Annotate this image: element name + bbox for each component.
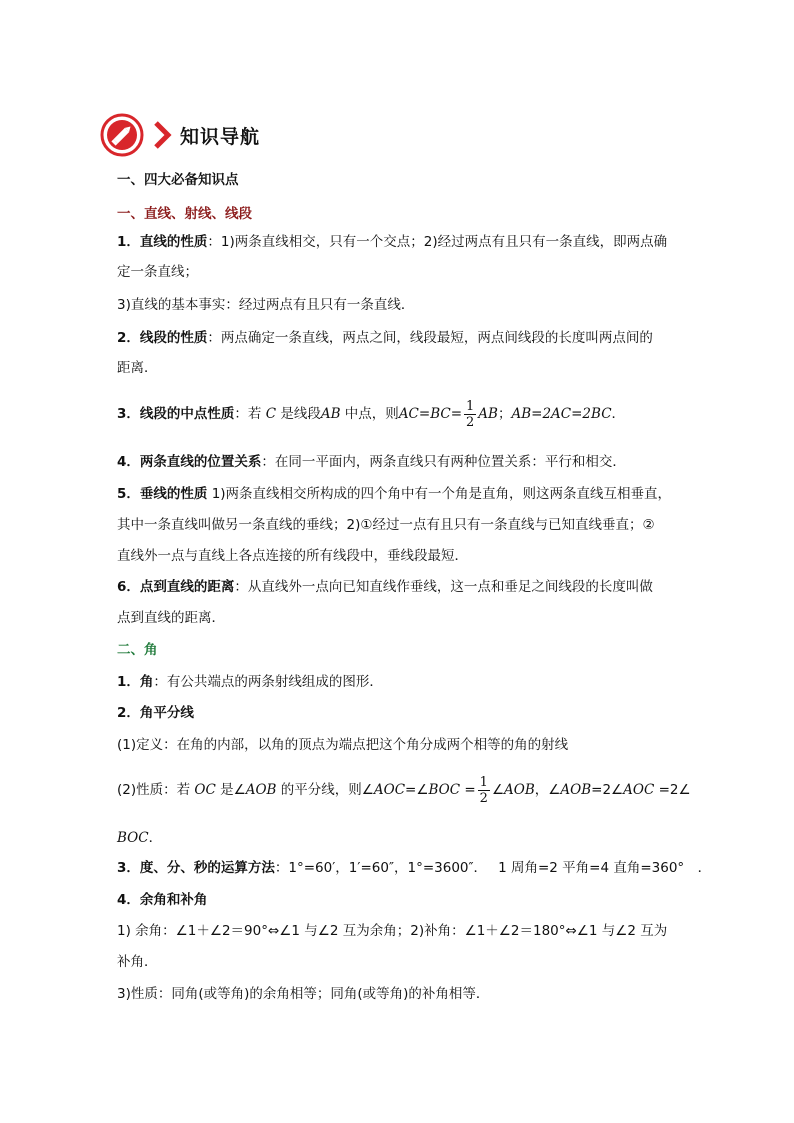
item-label: 4．两条直线的位置关系 — [117, 454, 262, 470]
item-text: ：有公共端点的两条射线组成的图形． — [153, 674, 383, 690]
item-label: 1．直线的性质 — [117, 234, 208, 250]
paragraph-line-relations — [117, 452, 626, 472]
section-title-angles: 二、角 — [117, 642, 158, 658]
section-title-lines: 一、直线、射线、线段 — [117, 206, 252, 222]
paragraph-perpendicular — [117, 484, 671, 504]
paragraph-line-properties-cont: 定一条直线； — [117, 264, 198, 280]
paragraph-perpendicular-cont: 其中一条直线叫做另一条直线的垂线；2)①经过一点有且只有一条直线与已知直线垂直；② — [117, 517, 655, 533]
outline-heading: 一、四大必备知识点 — [117, 172, 239, 188]
item-label: 3．度、分、秒的运算方法 — [117, 860, 275, 876]
paragraph-complementary: 1) 余角：∠1＋∠2＝90°⇔∠1 与∠2 互为余角；2)补角：∠1＋∠2＝180°⇔∠1 与∠2 互为 — [117, 923, 668, 939]
paragraph-bisector-property-cont: BOC． — [117, 830, 163, 846]
chevron-right-icon — [152, 120, 172, 150]
paragraph-segment-properties-cont: 距离． — [117, 360, 158, 376]
item-text: ：两点确定一条直线，两点之间，线段最短，两点间线段的长度叫两点间的 — [207, 330, 653, 346]
paragraph-line-properties — [117, 232, 667, 252]
item-text: ：1°=60′，1′=60″，1°=3600″． 1 周角=2 平角=4 直角=360° ． — [274, 860, 712, 876]
paragraph-angle-property: 3)性质：同角(或等角)的余角相等；同角(或等角)的补角相等． — [117, 986, 490, 1002]
paragraph-midpoint: 3．线段的中点性质：若 C 是线段AB 中点，则AC=BC= $\frac{1}{2}$ AB；AB=2AC=2BC． — [117, 398, 626, 430]
pencil-badge-icon — [100, 113, 144, 157]
item-text: 1)两条直线相交所构成的四个角中有一个角是直角，则这两条直线互相垂直， — [207, 486, 672, 502]
paragraph-degree-operations — [117, 858, 711, 878]
item-label: 1．角 — [117, 674, 154, 690]
fraction-half: $\frac{1}{2}$ — [466, 398, 475, 430]
paragraph-basic-fact: 3)直线的基本事实：经过两点有且只有一条直线． — [117, 297, 415, 313]
paragraph-point-line-distance-cont: 点到直线的距离． — [117, 610, 225, 626]
paragraph-complementary-cont: 补角． — [117, 954, 158, 970]
item-text: ：从直线外一点向已知直线作垂线，这一点和垂足之间线段的长度叫做 — [234, 579, 653, 595]
fraction-half: $\frac{1}{2}$ — [479, 774, 488, 806]
paragraph-segment-properties — [117, 328, 653, 348]
item-label: 3．线段的中点性质 — [117, 406, 235, 422]
paragraph-point-line-distance — [117, 577, 653, 597]
paragraph-bisector-property: (2)性质：若 OC 是∠AOB 的平分线，则∠AOC=∠BOC = $\frac{1}{2}$ ∠AOB，∠AOB=2∠AOC =2∠ — [117, 774, 691, 806]
item-label: 2．线段的性质 — [117, 330, 208, 346]
item-label: 6．点到直线的距离 — [117, 579, 235, 595]
paragraph-angle — [117, 672, 383, 692]
section-header — [100, 110, 260, 160]
item-text: ：1)两条直线相交，只有一个交点；2)经过两点有且只有一条直线，即两点确 — [207, 234, 668, 250]
paragraph-perpendicular-cont2: 直线外一点与直线上各点连接的所有线段中，垂线段最短． — [117, 548, 468, 564]
paragraph-bisector-definition: (1)定义：在角的内部，以角的顶点为端点把这个角分成两个相等的角的射线 — [117, 737, 569, 753]
paragraph-complementary-label: 4．余角和补角 — [117, 892, 208, 908]
item-text: ：在同一平面内，两条直线只有两种位置关系：平行和相交． — [261, 454, 626, 470]
item-label: 5．垂线的性质 — [117, 486, 208, 502]
paragraph-bisector-label: 2．角平分线 — [117, 705, 194, 721]
page-title: 知识导航 — [180, 125, 261, 148]
